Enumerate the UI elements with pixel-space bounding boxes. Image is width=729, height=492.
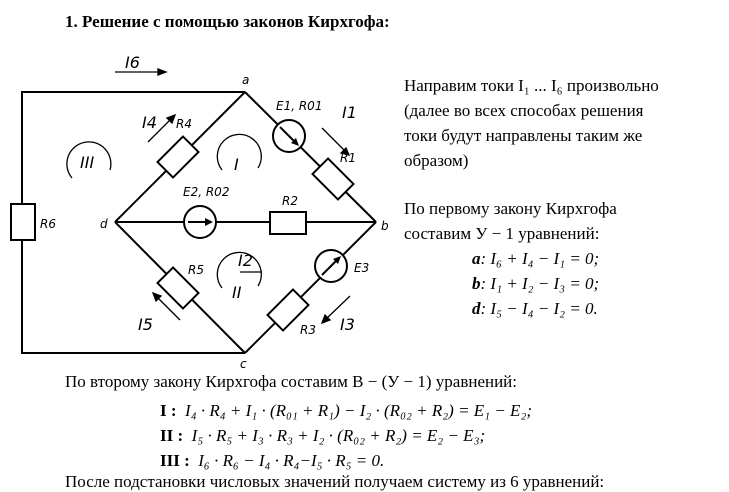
node-b-label: b [381,219,389,233]
source-e2 [184,206,216,238]
current-i1-label: I1 [342,103,357,122]
first-law-line: По первому закону Кирхгофа [404,199,617,218]
note-line: токи будут направлены таким же [404,126,643,145]
note-line: Направим токи I₁ ... I₆ произвольно [404,76,659,95]
loop-equation-3: III : I₆ · R₆ − I₄ · R₄−I₅ · R₅ = 0. [160,451,385,470]
loop1-label: I [234,155,239,174]
r4-label: R4 [176,117,192,131]
current-i5-label: I5 [138,315,153,334]
r1-label: R1 [340,151,356,165]
loop2-label: II [232,283,242,302]
resistor-r4 [157,136,198,177]
arrow-i1 [322,128,346,152]
current-i4-label: I4 [142,113,157,132]
second-law-intro: По второму закону Кирхгофа составим В − (У − 1) уравнений: [65,372,518,391]
r3-label: R3 [300,323,316,337]
node-d-label: d [100,217,108,231]
loop3-label: III [80,153,95,172]
loop-arc-1 [217,134,261,170]
r2-label: R2 [282,194,298,208]
node-equations [472,246,599,321]
node-a-label: a [242,73,250,87]
node-equation-b: b: I₁ + I₂ − I₃ = 0; [472,274,600,293]
current-i6-label: I6 [125,53,140,72]
r5-label: R5 [188,263,204,277]
source-e1 [273,120,305,152]
loop-equation-2: II : I₅ · R₅ + I₃ · R₃ + I₂ · (R₀₂ + R₂) = E₂ − E₃; [160,426,486,445]
first-law-intro [404,196,617,246]
node-c-label: c [240,357,247,370]
e1-label: E1, R01 [276,99,323,113]
note-line: образом) [404,151,469,170]
first-law-line: составим У − 1 уравнений: [404,224,600,243]
e3-label: E3 [354,261,370,275]
node-equation-a: a: I₆ + I₄ − I₁ = 0; [472,249,600,268]
e2-label: E2, R02 [183,185,230,199]
footer-text-cut: После подстановки числовых значений получаем систему из 6 уравнений: [65,472,605,491]
note-line: (далее во всех способах решения [404,101,644,120]
current-direction-note [404,73,659,173]
current-i2-label: I2 [238,251,253,270]
current-i3-label: I3 [340,315,355,334]
circuit-diagram [0,0,400,370]
resistor-r2 [270,212,306,234]
section-heading: 1. Решение с помощью законов Кирхгофа: [65,12,390,31]
loop-equations [160,398,532,473]
resistor-r6 [11,204,35,240]
loop-equation-1: I : I₄ · R₄ + I₁ · (R₀₁ + R₁) − I₂ · (R₀₂ + R₂) = E₁ − E₂; [160,401,533,420]
r6-label: R6 [40,217,56,231]
source-e3 [315,250,347,282]
node-equation-d: d: I₅ − I₄ − I₂ = 0. [472,299,598,318]
